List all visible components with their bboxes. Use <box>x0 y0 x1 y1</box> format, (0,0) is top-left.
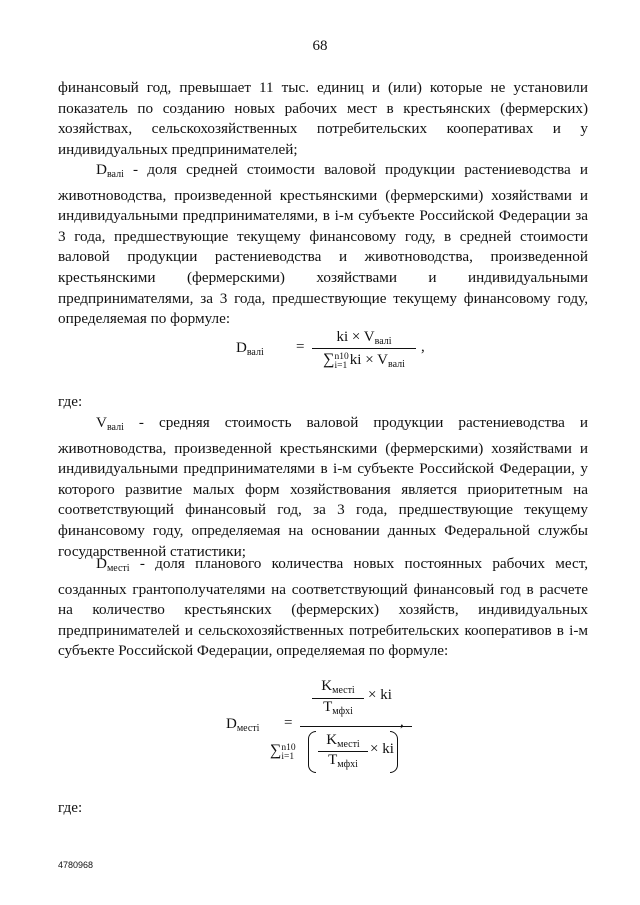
paragraph-dmest-definition <box>58 554 588 662</box>
main-fraction-bar <box>300 726 412 727</box>
formula-lhs: $D_{валі}$ <box>236 340 264 358</box>
symbol-subscript: валі <box>106 422 124 433</box>
page-number: 68 <box>312 38 328 54</box>
formula-dmest <box>226 676 416 776</box>
inner-denominator: $T_{мфхі}$ <box>328 752 358 770</box>
right-parenthesis <box>390 731 398 773</box>
symbol-subscript: валі <box>106 169 124 180</box>
fraction-numerator: ki × $V_{валі}$ <box>336 329 392 347</box>
sum-group: ∑n10 i=1 <box>270 742 296 762</box>
formula-lhs: $D_{месті}$ <box>226 716 260 734</box>
paragraph-text: - доля планового количества новых постоянных рабочих мест, созданных грантополучателями на соответствующий финансовый год в расчете на количество крестьянских (фермерских) хозяйств, индивидуальных предпринимателей и сельскохозяйственных потребительских кооперативов в і-м субъекте Российской Федерации, определяемая по формуле: <box>58 555 588 660</box>
times-ki: × ki <box>368 687 392 703</box>
symbol: V <box>96 414 107 431</box>
left-parenthesis <box>308 731 316 773</box>
formula-comma: , <box>421 339 425 355</box>
times-ki: × ki <box>370 741 394 757</box>
document-id: 4780968 <box>58 860 94 870</box>
formula-comma: , <box>400 714 404 730</box>
inner-denominator: $T_{мфхі}$ <box>323 699 353 717</box>
formula-fraction <box>312 327 416 371</box>
paragraph-vval-definition <box>58 413 588 562</box>
symbol-subscript: месті <box>106 563 130 574</box>
symbol: D <box>96 161 107 178</box>
inner-numerator: $K_{месті}$ <box>326 732 360 750</box>
paragraph-dval-definition <box>58 160 588 330</box>
paragraph-continuation <box>58 78 588 160</box>
symbol: D <box>96 555 107 572</box>
paragraph-text: финансовый год, превышает 11 тыс. единиц и (или) которые не установили показатель по созданию новых рабочих мест в крестьянских (фермерских) хозяйствах, сельскохозяйственных потребительских кооперативах и у индивидуальных предпринимателей; <box>58 79 588 158</box>
equals-sign: = <box>284 715 293 731</box>
paragraph-text: - доля средней стоимости валовой продукции растениеводства и животноводства, произведенной крестьянскими (фермерскими) хозяйствами и индивидуальными предпринимателями, в і-м субъекте Российской Федерации за 3 года, предшествующие текущему финансовому году, в средней стоимости валовой продукции растениеводства и животноводства, произведенной крестьянскими (фермерскими) хозяйствами и индивидуальными предпринимателями, за 3 года, предшествующие текущему финансовому году, определяемая по формуле: <box>58 161 588 328</box>
main-denominator <box>270 730 420 776</box>
paragraph-text: - средняя стоимость валовой продукции растениеводства и животноводства, произведенной крестьянскими (фермерскими) хозяйствами и индивидуальными предпринимателями в і-м субъекте Российской Федерации, у которого развитие малых форм хозяйствования является приоритетным на соответствующий финансовый год, за 3 года, предшествующие текущему финансовому году, определяемая на основании данных Федеральной службы государственной статистики; <box>58 414 588 560</box>
where-label-2: где: <box>58 799 83 816</box>
where-label-1: где: <box>58 393 83 410</box>
sum-sign: ∑ <box>270 742 282 759</box>
equals-sign: = <box>296 339 305 355</box>
inner-numerator: $K_{месті}$ <box>321 678 355 696</box>
fraction-denominator: ∑n10 i=1 ki × $V_{валі}$ <box>323 351 405 371</box>
sum-sign: ∑ <box>323 351 335 368</box>
